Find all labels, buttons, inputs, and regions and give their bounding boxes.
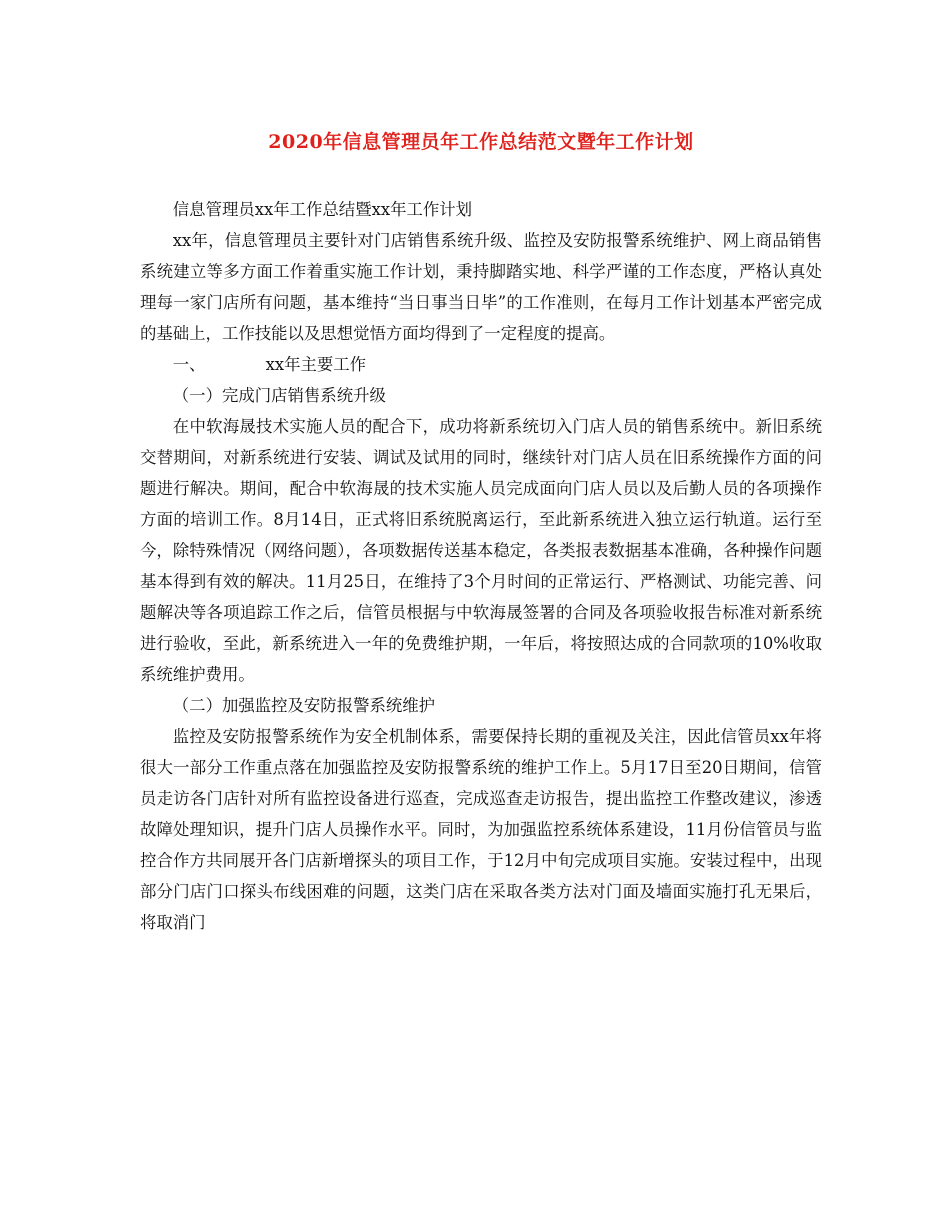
subsection-heading-2: （二）加强监控及安防报警系统维护 [172, 696, 436, 715]
section-title: xx年主要工作 [265, 355, 367, 374]
paragraph-security-maintenance: 监控及安防报警系统作为安全机制体系，需要保持长期的重视及关注，因此信管员xx年将很大一部分工作重点落在加强监控及安防报警系统的维护工作上。5月17日至20日期间，信管员走访各门店针对所有监控设备进行巡查，完成巡查走访报告，提出监控工作整改建议，渗透故障处理知识，提升门店人员操作水平。同时，为加强监控系统体系建设，11月份信管员与监控合作方共同展开各门店新增探头的项目工作，于12月中旬完成项目实施。安装过程中，出现部分门店门口探头布线困难的问题，这类门店在采取各类方法对门面及墙面实施打孔无果后，将取消门 [140, 727, 822, 932]
document-body [140, 194, 822, 938]
section-heading-1 [140, 349, 822, 380]
section-number: 一、 [172, 355, 206, 374]
subsection-heading-1: （一）完成门店销售系统升级 [172, 386, 386, 405]
paragraph-system-upgrade: 在中软海晟技术实施人员的配合下，成功将新系统切入门店人员的销售系统中。新旧系统交替期间，对新系统进行安装、调试及试用的同时，继续针对门店人员在旧系统操作方面的问题进行解决。期间，配合中软海晟的技术实施人员完成面向门店人员以及后勤人员的各项操作方面的培训工作。8月14日，正式将旧系统脱离运行，至此新系统进入独立运行轨道。运行至今，除特殊情况（网络问题），各项数据传送基本稳定，各类报表数据基本准确，各种操作问题基本得到有效的解决。11月25日，在维持了3个月时间的正常运行、严格测试、功能完善、问题解决等各项追踪工作之后，信管员根据与中软海晟签署的合同及各项验收报告标准对新系统进行验收，至此，新系统进入一年的免费维护期，一年后，将按照达成的合同款项的10%收取系统维护费用。 [140, 417, 822, 684]
paragraph-intro: xx年，信息管理员主要针对门店销售系统升级、监控及安防报警系统维护、网上商品销售系统建立等多方面工作着重实施工作计划，秉持脚踏实地、科学严谨的工作态度，严格认真处理每一家门店所有问题，基本维持“当日事当日毕”的工作准则，在每月工作计划基本严密完成的基础上，工作技能以及思想觉悟方面均得到了一定程度的提高。 [140, 231, 822, 343]
document-title: 2020年信息管理员年工作总结范文暨年工作计划 [268, 131, 694, 153]
paragraph-subtitle: 信息管理员xx年工作总结暨xx年工作计划 [172, 200, 473, 219]
